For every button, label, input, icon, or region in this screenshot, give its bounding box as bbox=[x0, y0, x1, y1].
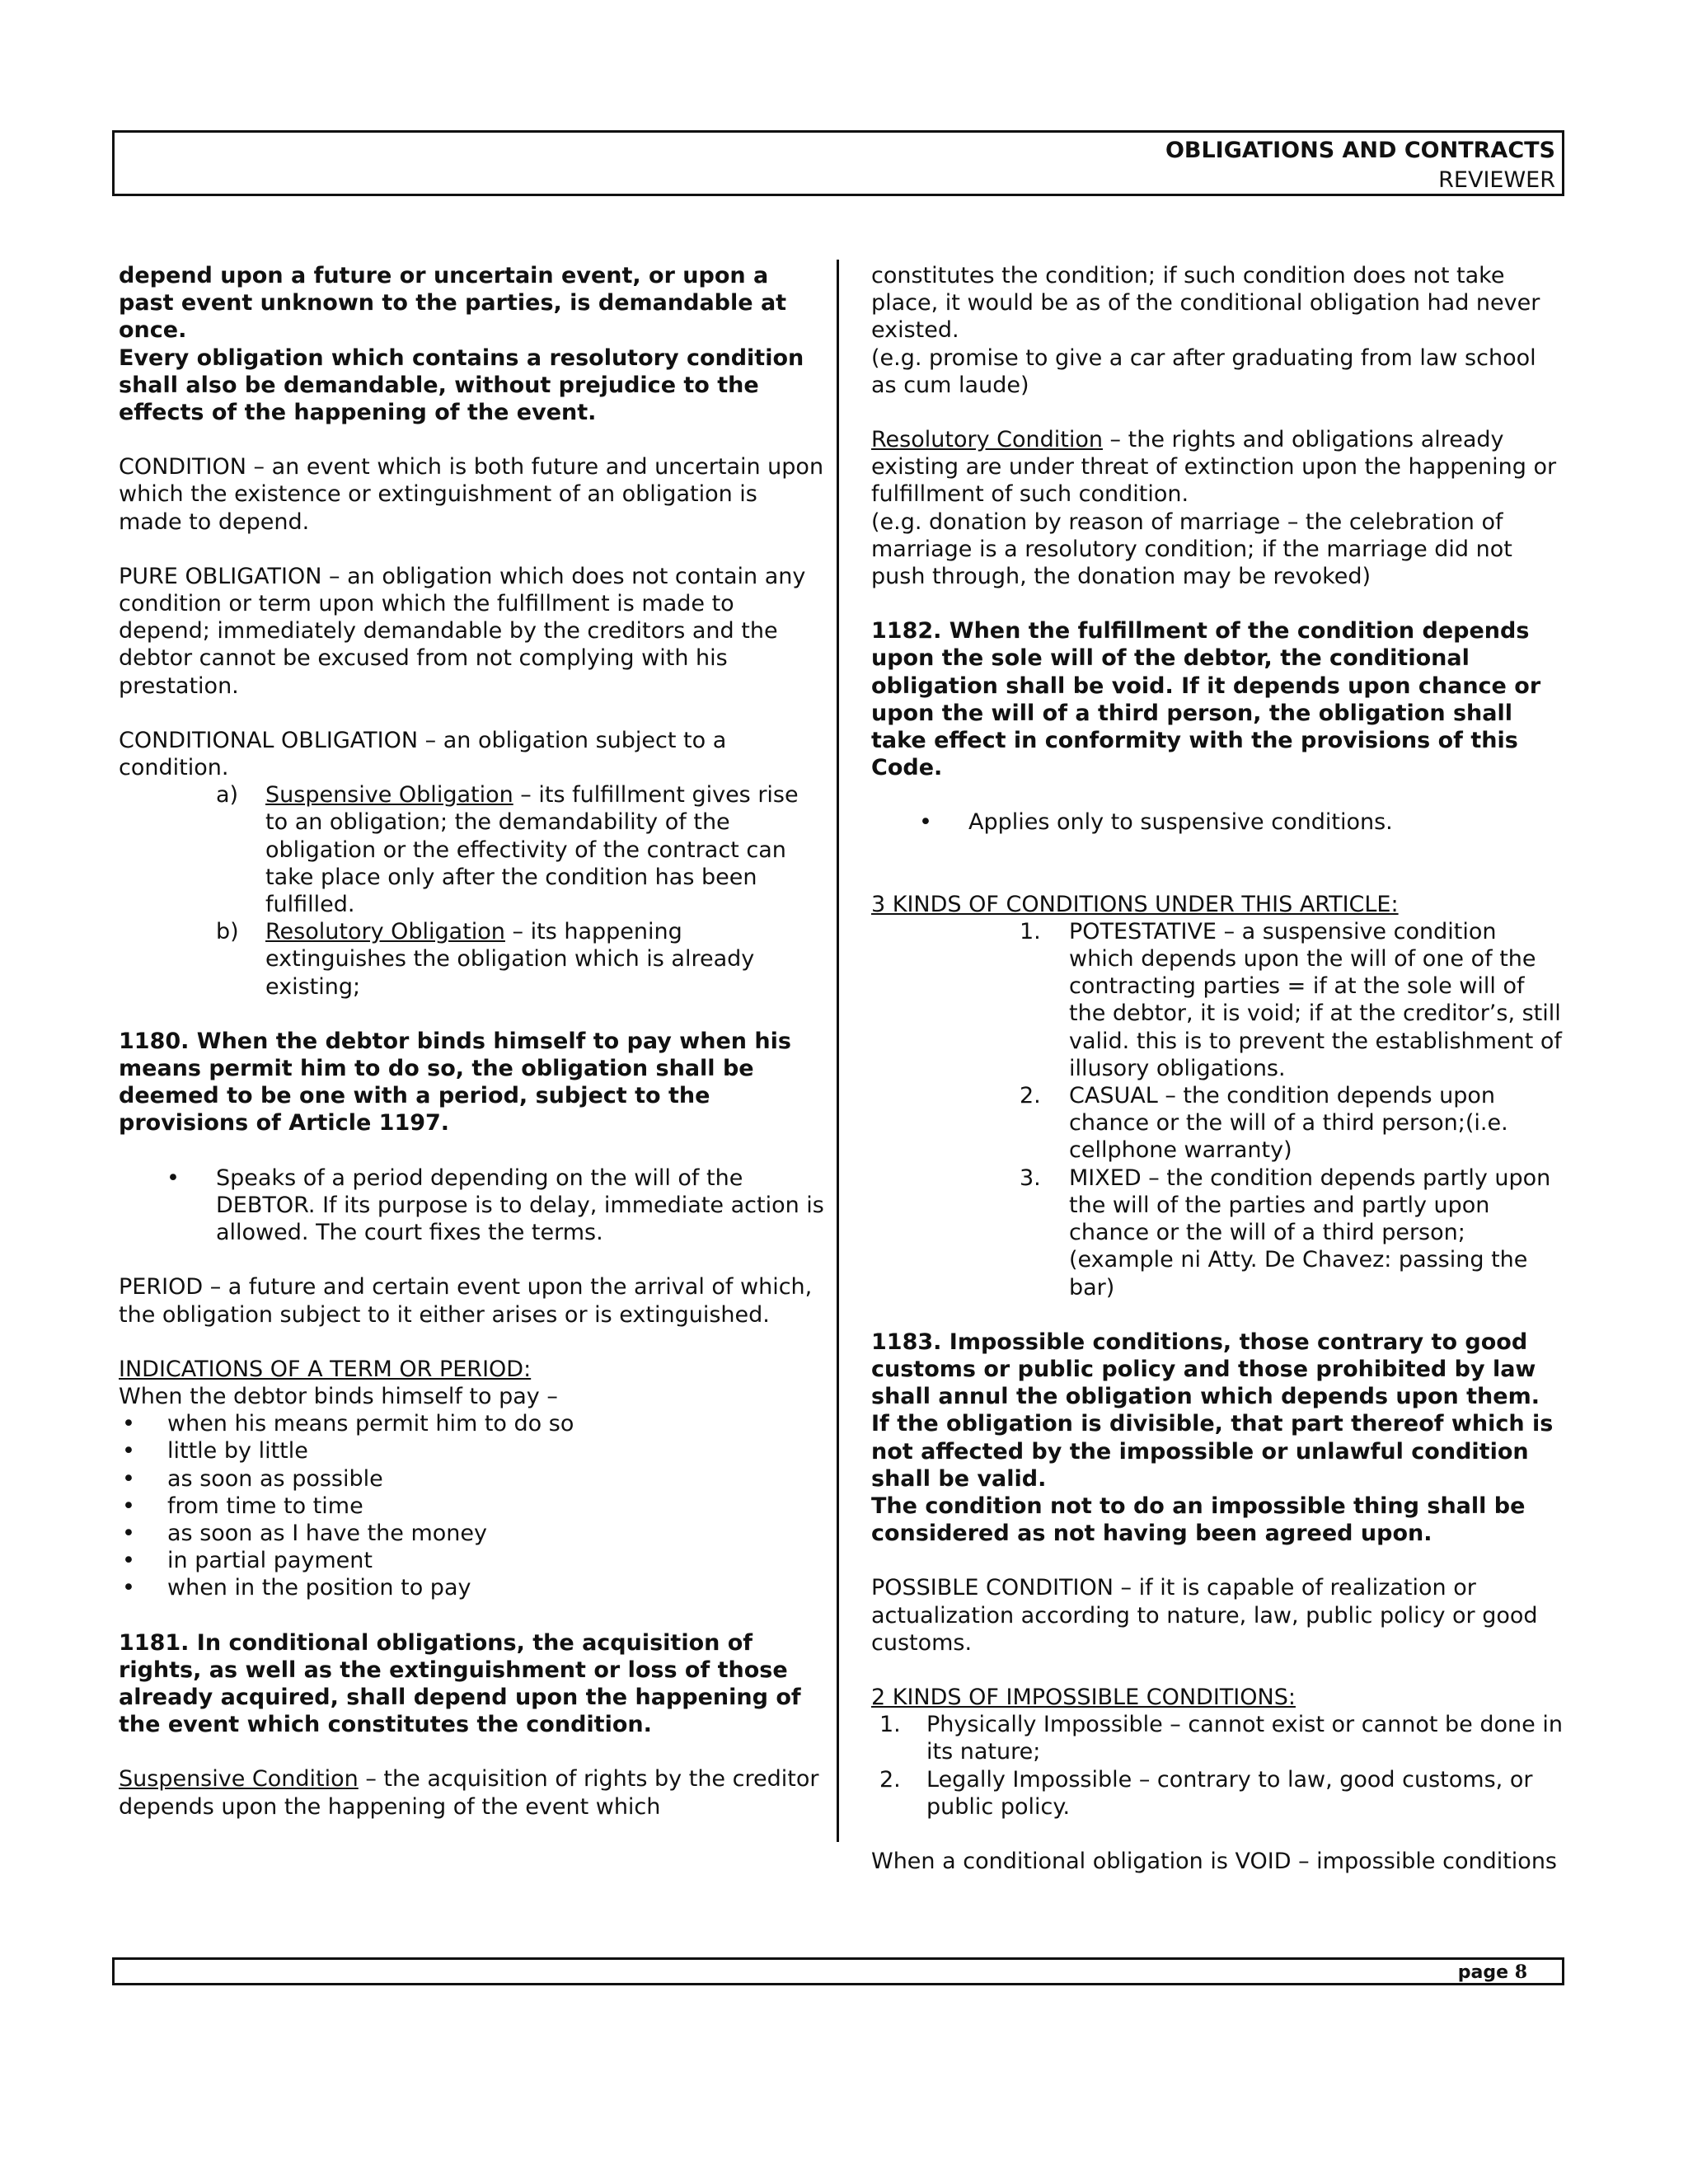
paragraph-resolutory-demandable: Every obligation which contains a resolutory condition shall also be demandable, without prejudice to the effects of the happening of the event. bbox=[119, 344, 804, 426]
list-item: • from time to time bbox=[119, 1493, 828, 1520]
article-1180: 1180. When the debtor binds himself to pay when his means permit him to do so, the obligation shall be deemed to be one with a period, subject to the provisions of Article 1197. bbox=[119, 1028, 791, 1137]
article-1182: 1182. When the fulfillment of the condition depends upon the sole will of the debtor, the conditional obligation shall be void. If it depends upon chance or upon the will of a third person, the obligation shall take effect in conformity with the provisions of this Code. bbox=[871, 618, 1541, 781]
definition-resolutory-condition: Resolutory Condition – the rights and obligations already existing are under threat of extinction upon the happening or fulfillment of such condition. bbox=[871, 427, 1557, 508]
list-item: 2. Legally Impossible – contrary to law, good customs, or public policy. bbox=[879, 1766, 1533, 1820]
list-item: a) Suspensive Obligation – its fulfillment gives rise to an obligation; the demandability of the obligation or the effectivity of the contract can take place only after the condition has been fulfilled. bbox=[216, 782, 799, 918]
list-item: • when his means permit him to do so bbox=[119, 1410, 828, 1437]
list-item: • little by little bbox=[119, 1437, 828, 1465]
right-column bbox=[871, 262, 1564, 1875]
paragraph-suspensive-continued: constitutes the condition; if such condition does not take place, it would be as of the conditional obligation had never existed. bbox=[871, 263, 1540, 344]
list-item: 3. MIXED – the condition depends partly upon the will of the parties and partly upon chance or the will of a third person; (example ni Atty. De Chavez: passing the bar) bbox=[1020, 1165, 1551, 1301]
indications-intro: When the debtor binds himself to pay – bbox=[119, 1383, 558, 1409]
page-number bbox=[1458, 1961, 1527, 1983]
column-divider bbox=[837, 260, 839, 1842]
footer-box bbox=[112, 1957, 1564, 1985]
header-subtitle: REVIEWER bbox=[1438, 167, 1555, 193]
term-resolutory-condition: Resolutory Condition bbox=[871, 427, 1103, 453]
definition-pure-obligation: PURE OBLIGATION – an obligation which does not contain any condition or term upon which the fulfillment is made to depend; immediately demandable by the creditors and the debtor cannot be excused from not complying with his prestation. bbox=[119, 563, 806, 699]
page-label: page bbox=[1457, 1962, 1509, 1983]
indications-heading: INDICATIONS OF A TERM OR PERIOD: bbox=[119, 1356, 532, 1382]
list-item: 1. Physically Impossible – cannot exist or cannot be done in its nature; bbox=[879, 1712, 1563, 1765]
header-title: OBLIGATIONS AND CONTRACTS bbox=[1165, 138, 1555, 163]
void-conditional-obligation: When a conditional obligation is VOID – impossible conditions bbox=[871, 1848, 1558, 1874]
kinds-of-conditions-list bbox=[871, 918, 1564, 1301]
term-resolutory-obligation: Resolutory Obligation bbox=[265, 919, 505, 945]
example-suspensive: (e.g. promise to give a car after graduating from law school as cum laude) bbox=[871, 344, 1536, 398]
definition-condition: CONDITION – an event which is both future and uncertain upon which the existence or extinguishment of an obligation is made to depend. bbox=[119, 454, 824, 535]
term-suspensive-obligation: Suspensive Obligation bbox=[265, 782, 513, 808]
impossible-heading: 2 KINDS OF IMPOSSIBLE CONDITIONS: bbox=[871, 1684, 1296, 1710]
kinds-heading: 3 KINDS OF CONDITIONS UNDER THIS ARTICLE: bbox=[871, 891, 1399, 917]
list-item: • as soon as I have the money bbox=[119, 1520, 828, 1547]
indications-list bbox=[119, 1410, 828, 1601]
header-box bbox=[112, 130, 1564, 196]
definition-conditional-obligation: CONDITIONAL OBLIGATION – an obligation subject to a condition. bbox=[119, 727, 727, 781]
page-number-value: 8 bbox=[1514, 1961, 1527, 1983]
left-column bbox=[119, 262, 828, 1821]
article-1181: 1181. In conditional obligations, the acquisition of rights, as well as the extinguishment or loss of those already acquired, shall depend upon the happening of the event which constitutes the condition. bbox=[119, 1629, 801, 1738]
impossible-conditions-list bbox=[871, 1711, 1564, 1821]
article-1182-notes bbox=[871, 808, 1564, 836]
example-resolutory: (e.g. donation by reason of marriage – the celebration of marriage is a resolutory condition; if the marriage did not push through, the donation may be revoked) bbox=[871, 509, 1512, 590]
definition-suspensive-condition: Suspensive Condition – the acquisition of rights by the creditor depends upon the happening of the event which bbox=[119, 1766, 819, 1820]
term-suspensive-condition: Suspensive Condition bbox=[119, 1766, 359, 1793]
paragraph-continuation: depend upon a future or uncertain event, or upon a past event unknown to the parties, is demandable at once. bbox=[119, 263, 787, 344]
list-item: • when in the position to pay bbox=[119, 1574, 828, 1601]
list-item: b) Resolutory Obligation – its happening extinguishes the obligation which is already existing; bbox=[216, 919, 755, 1000]
definition-period: PERIOD – a future and certain event upon the arrival of which, the obligation subject to it either arises or is extinguished. bbox=[119, 1274, 813, 1328]
list-item: • in partial payment bbox=[119, 1547, 828, 1574]
obligation-types-list bbox=[119, 781, 828, 1001]
article-1183: 1183. Impossible conditions, those contrary to good customs or public policy and those prohibited by law shall annul the obligation which depends upon them. If the obligation is divisible, that part thereof which is not affected by the impossible or unlawful condition shall be valid. bbox=[871, 1329, 1554, 1492]
list-item: • Speaks of a period depending on the will of the DEBTOR. If its purpose is to delay, immediate action is allowed. The court fixes the terms. bbox=[119, 1165, 828, 1247]
article-1180-notes bbox=[119, 1165, 828, 1247]
list-item: 2. CASUAL – the condition depends upon chance or the will of a third person;(i.e. cellphone warranty) bbox=[1020, 1083, 1508, 1164]
list-item: 1. POTESTATIVE – a suspensive condition which depends upon the will of one of the contracting parties = if at the sole will of the debtor, it is void; if at the creditor’s, still valid. this is to prevent the establishment of illusory obligations. bbox=[1020, 918, 1562, 1081]
list-item: • Applies only to suspensive conditions. bbox=[871, 808, 1564, 836]
article-1183-second: The condition not to do an impossible thing shall be considered as not having been agreed upon. bbox=[871, 1493, 1526, 1547]
list-item: • as soon as possible bbox=[119, 1465, 828, 1493]
definition-possible-condition: POSSIBLE CONDITION – if it is capable of realization or actualization according to nature, law, public policy or good customs. bbox=[871, 1575, 1538, 1656]
